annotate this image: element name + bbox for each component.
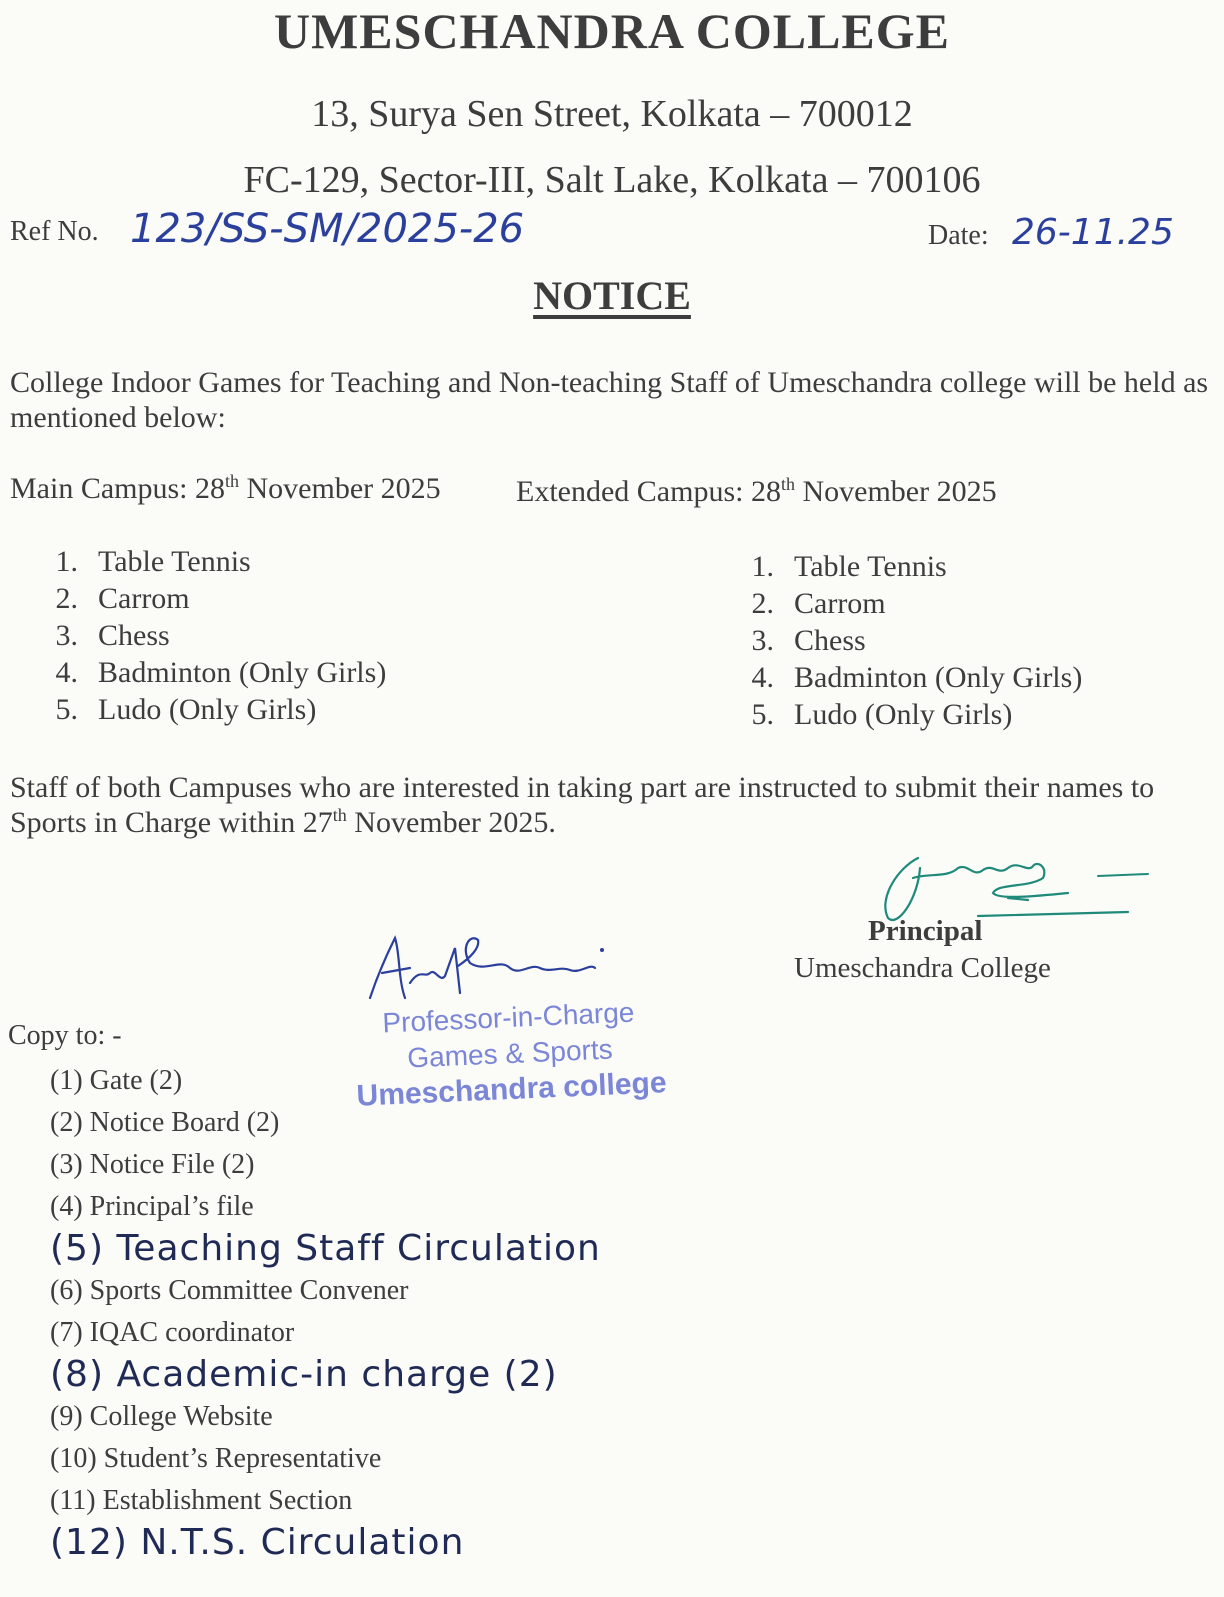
- college-name: UMESCHANDRA COLLEGE: [273, 3, 951, 59]
- list-item: (11) Establishment Section: [50, 1485, 353, 1516]
- list-item: 3. Chess: [751, 624, 866, 657]
- list-item: (2) Notice Board (2): [50, 1107, 280, 1138]
- principal-title: Principal: [868, 915, 983, 947]
- list-item: (4) Principal’s file: [50, 1191, 254, 1222]
- list-item: 3. Chess: [55, 619, 170, 652]
- list-item: (12) N.T.S. Circulation: [50, 1522, 465, 1563]
- list-item: 1. Table Tennis: [751, 550, 947, 583]
- stamp-line-3: Umeschandra college: [355, 1066, 668, 1113]
- list-item: 2. Carrom: [55, 582, 190, 615]
- extended-campus-games-list: [726, 548, 1082, 733]
- list-item: 2. Carrom: [751, 587, 886, 620]
- list-item: 4. Badminton (Only Girls): [751, 661, 1083, 694]
- list-item: (3) Notice File (2): [50, 1149, 255, 1180]
- main-campus-games-list: [30, 543, 386, 728]
- list-item: (10) Student’s Representative: [50, 1443, 382, 1474]
- list-item: (8) Academic-in charge (2): [50, 1354, 558, 1395]
- address-line-2: FC-129, Sector-III, Salt Lake, Kolkata – 700106: [243, 159, 981, 201]
- intro-paragraph: College Indoor Games for Teaching and Non-teaching Staff of Umeschandra college will be held as mentioned below:: [10, 366, 1209, 434]
- stamp-line-2: Games & Sports: [406, 1033, 614, 1074]
- extended-campus-heading: Extended Campus: 28th November 2025: [516, 474, 997, 508]
- list-item: (9) College Website: [50, 1401, 273, 1432]
- main-campus-heading: Main Campus: 28th November 2025: [10, 471, 441, 505]
- instruction-paragraph: Staff of both Campuses who are interested in taking part are instructed to submit their names to Sports in Charge within 27th November 2025.: [10, 771, 1155, 839]
- copy-to-label: Copy to: -: [8, 1020, 122, 1051]
- list-item: 5. Ludo (Only Girls): [55, 693, 317, 726]
- date-label: Date:: [928, 220, 989, 251]
- date-value: 26-11.25: [1012, 212, 1174, 253]
- list-item: (1) Gate (2): [50, 1065, 183, 1096]
- copy-to-list: [50, 1060, 601, 1564]
- list-item: 5. Ludo (Only Girls): [751, 698, 1013, 731]
- list-item: (7) IQAC coordinator: [50, 1317, 295, 1348]
- list-item: (5) Teaching Staff Circulation: [50, 1228, 601, 1269]
- principal-institution: Umeschandra College: [794, 952, 1051, 984]
- address-line-1: 13, Surya Sen Street, Kolkata – 700012: [311, 93, 913, 135]
- ref-number: 123/SS-SM/2025-26: [130, 206, 525, 252]
- list-item: 4. Badminton (Only Girls): [55, 656, 387, 689]
- list-item: 1. Table Tennis: [55, 545, 251, 578]
- list-item: (6) Sports Committee Convener: [50, 1275, 409, 1306]
- stamp-line-1: Professor-in-Charge: [381, 996, 636, 1039]
- ref-label: Ref No.: [10, 216, 99, 247]
- notice-title: NOTICE: [533, 273, 691, 318]
